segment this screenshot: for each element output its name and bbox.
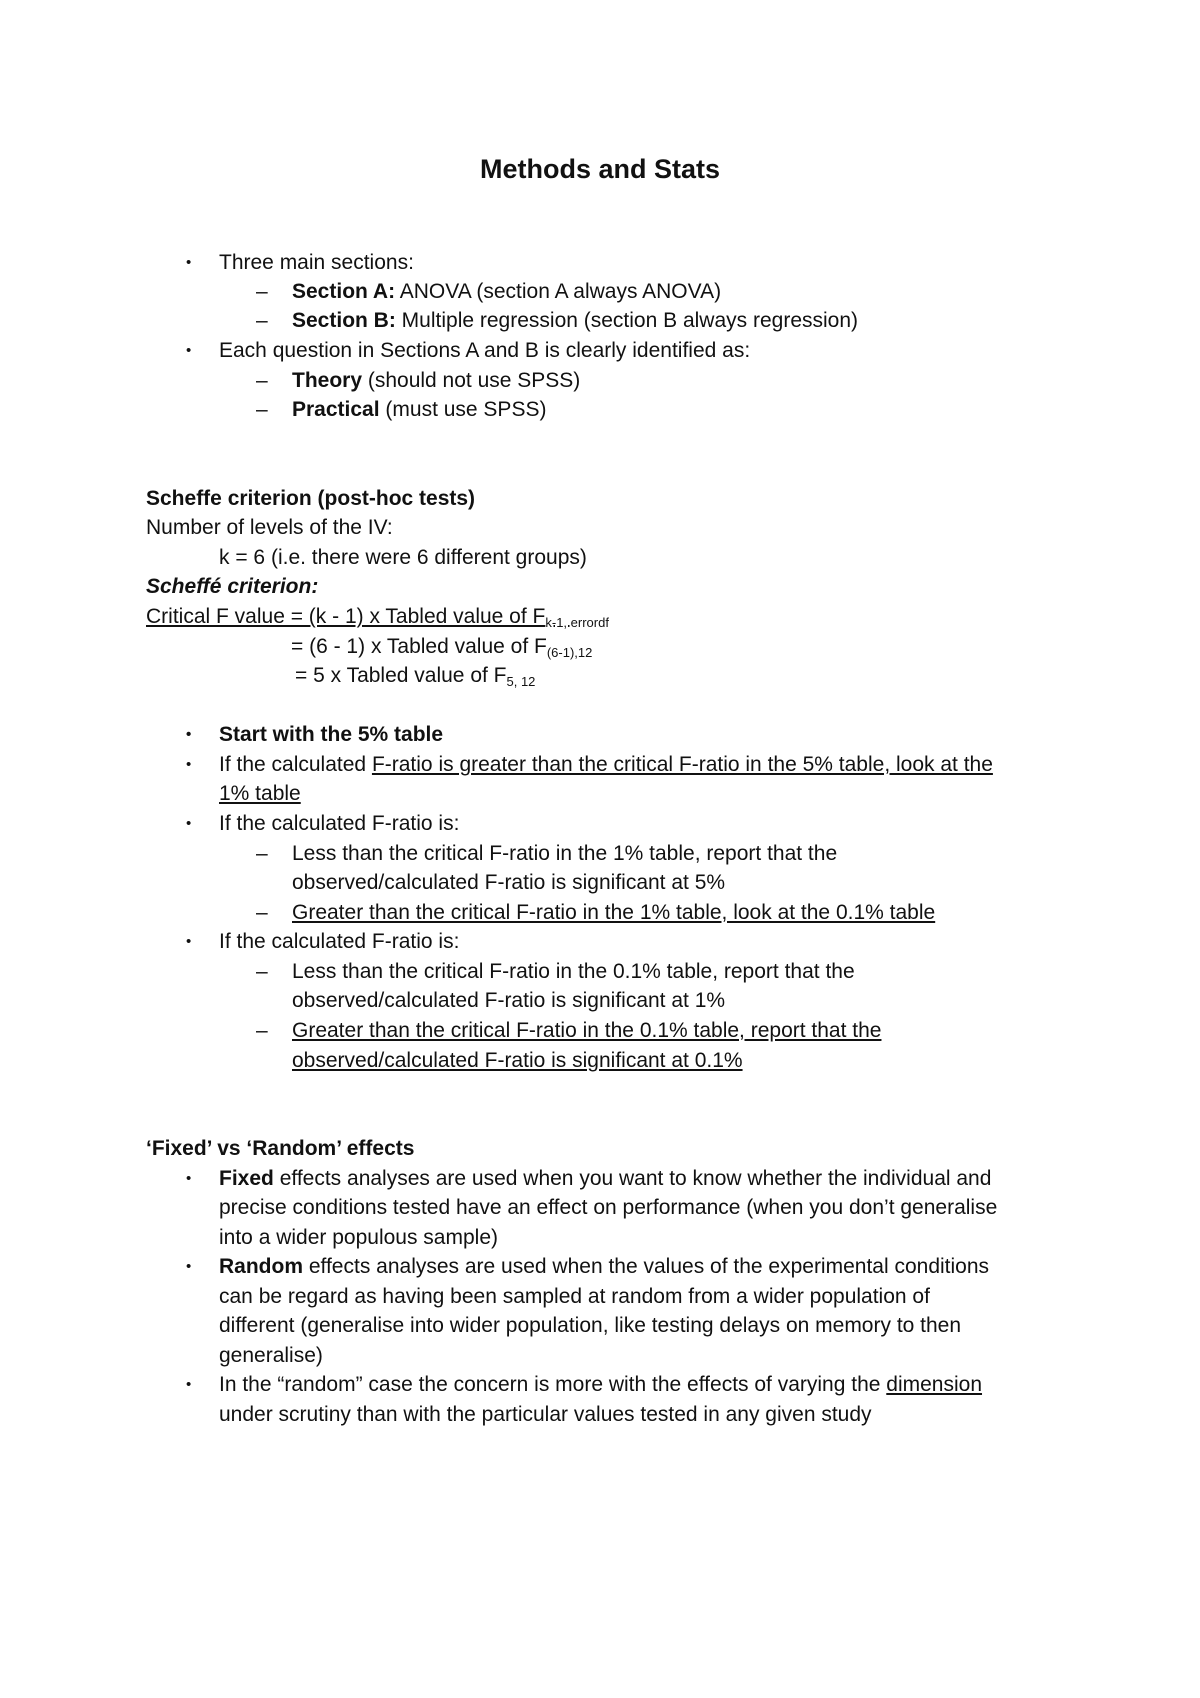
intro-item-sections: Three main sections: xyxy=(219,251,414,274)
dash-icon: – xyxy=(256,842,268,865)
bullet-icon: • xyxy=(186,254,192,271)
dash-icon: – xyxy=(256,960,268,983)
bullet-icon: • xyxy=(186,1170,192,1187)
section-b-text: Multiple regression (section B always regression) xyxy=(395,309,859,332)
bullet-icon: • xyxy=(186,815,192,832)
section-a-text: ANOVA (section A always ANOVA) xyxy=(395,280,722,303)
page-title: Methods and Stats xyxy=(479,154,721,184)
intro-section-a xyxy=(292,279,721,305)
random-line-4: generalise) xyxy=(219,1344,323,1367)
step-calc-1pct: If the calculated F-ratio is: xyxy=(219,812,460,835)
concern-text: In the “random” case the concern is more with the effects of varying the xyxy=(219,1373,887,1396)
random-label: Random xyxy=(219,1255,303,1278)
theory-text: (should not use SPSS) xyxy=(362,369,581,392)
dash-icon: – xyxy=(256,398,268,421)
section-b-label: Section B: xyxy=(292,309,396,332)
fixed-text-1: effects analyses are used when you want to know whether the individual and xyxy=(273,1167,992,1190)
step-greater-01pct-l2: observed/calculated F-ratio is significant at 0.1% xyxy=(292,1049,743,1072)
formula-1-subscript: k-1, errordf xyxy=(545,615,609,630)
fixed-line-3: into a wider populous sample) xyxy=(219,1226,498,1249)
dash-icon: – xyxy=(256,1019,268,1042)
theory-label: Theory xyxy=(292,369,363,392)
intro-item-questions: Each question in Sections A and B is clearly identified as: xyxy=(219,339,751,362)
formula-line-1 xyxy=(146,604,609,630)
concern-line-1 xyxy=(219,1372,982,1398)
step-less-1pct-l1: Less than the critical F-ratio in the 1% table, report that the xyxy=(292,842,838,865)
formula-2-text: = (6 - 1) x Tabled value of F xyxy=(291,635,547,658)
intro-section-b xyxy=(292,308,858,334)
step-greater-5pct xyxy=(219,752,993,778)
formula-2-subscript: (6-1),12 xyxy=(546,645,593,660)
random-line-2: can be regard as having been sampled at random from a wider population of xyxy=(219,1285,930,1308)
step-greater-5pct-underlined: F-ratio is greater than the critical F-ratio in the 5% table, look at the xyxy=(371,753,993,776)
practical-label: Practical xyxy=(292,398,380,421)
step-start-5pct: Start with the 5% table xyxy=(219,723,444,746)
dash-icon: – xyxy=(256,280,268,303)
step-less-01pct-l1: Less than the critical F-ratio in the 0.1% table, report that the xyxy=(292,960,855,983)
k-line: k = 6 (i.e. there were 6 different groups) xyxy=(219,546,587,569)
random-text-1: effects analyses are used when the values of the experimental conditions xyxy=(303,1255,990,1278)
bullet-icon: • xyxy=(186,726,192,743)
intro-practical xyxy=(292,397,546,423)
formula-3-text: = 5 x Tabled value of F xyxy=(295,664,507,687)
bullet-icon: • xyxy=(186,933,192,950)
step-calc-01pct: If the calculated F-ratio is: xyxy=(219,930,460,953)
section-a-label: Section A: xyxy=(292,280,396,303)
bullet-icon: • xyxy=(186,342,192,359)
step-greater-5pct-prefix: If the calculated xyxy=(219,753,372,776)
formula-1-text: Critical F value = (k - 1) x Tabled value of F xyxy=(146,605,546,628)
intro-theory xyxy=(292,368,580,394)
step-greater-1pct: Greater than the critical F-ratio in the 1% table, look at the 0.1% table xyxy=(292,901,936,924)
step-greater-01pct-l1: Greater than the critical F-ratio in the 0.1% table, report that the xyxy=(292,1019,882,1042)
random-line-1 xyxy=(219,1254,989,1280)
concern-line-2: under scrutiny than with the particular values tested in any given study xyxy=(219,1403,872,1426)
dash-icon: – xyxy=(256,901,268,924)
fixed-line-1 xyxy=(219,1166,991,1192)
effects-heading: ‘Fixed’ vs ‘Random’ effects xyxy=(146,1137,415,1160)
bullet-icon: • xyxy=(186,756,192,773)
dash-icon: – xyxy=(256,369,268,392)
dash-icon: – xyxy=(256,309,268,332)
concern-underlined: dimension xyxy=(886,1373,983,1396)
step-less-1pct-l2: observed/calculated F-ratio is significant at 5% xyxy=(292,871,726,894)
step-greater-5pct-cont: 1% table xyxy=(219,782,301,805)
formula-3-subscript: 5, 12 xyxy=(506,674,536,689)
formula-line-3 xyxy=(295,663,535,689)
bullet-icon: • xyxy=(186,1376,192,1393)
fixed-label: Fixed xyxy=(219,1167,274,1190)
scheffe-criterion-label: Scheffé criterion: xyxy=(146,575,319,598)
formula-line-2 xyxy=(291,634,592,660)
step-less-01pct-l2: observed/calculated F-ratio is significant at 1% xyxy=(292,989,726,1012)
random-line-3: different (generalise into wider population, like testing delays on memory to then xyxy=(219,1314,962,1337)
bullet-icon: • xyxy=(186,1258,192,1275)
scheffe-heading: Scheffe criterion (post-hoc tests) xyxy=(146,487,476,510)
fixed-line-2: precise conditions tested have an effect on performance (when you don’t generalise xyxy=(219,1196,998,1219)
levels-line: Number of levels of the IV: xyxy=(146,516,393,539)
practical-text: (must use SPSS) xyxy=(379,398,547,421)
